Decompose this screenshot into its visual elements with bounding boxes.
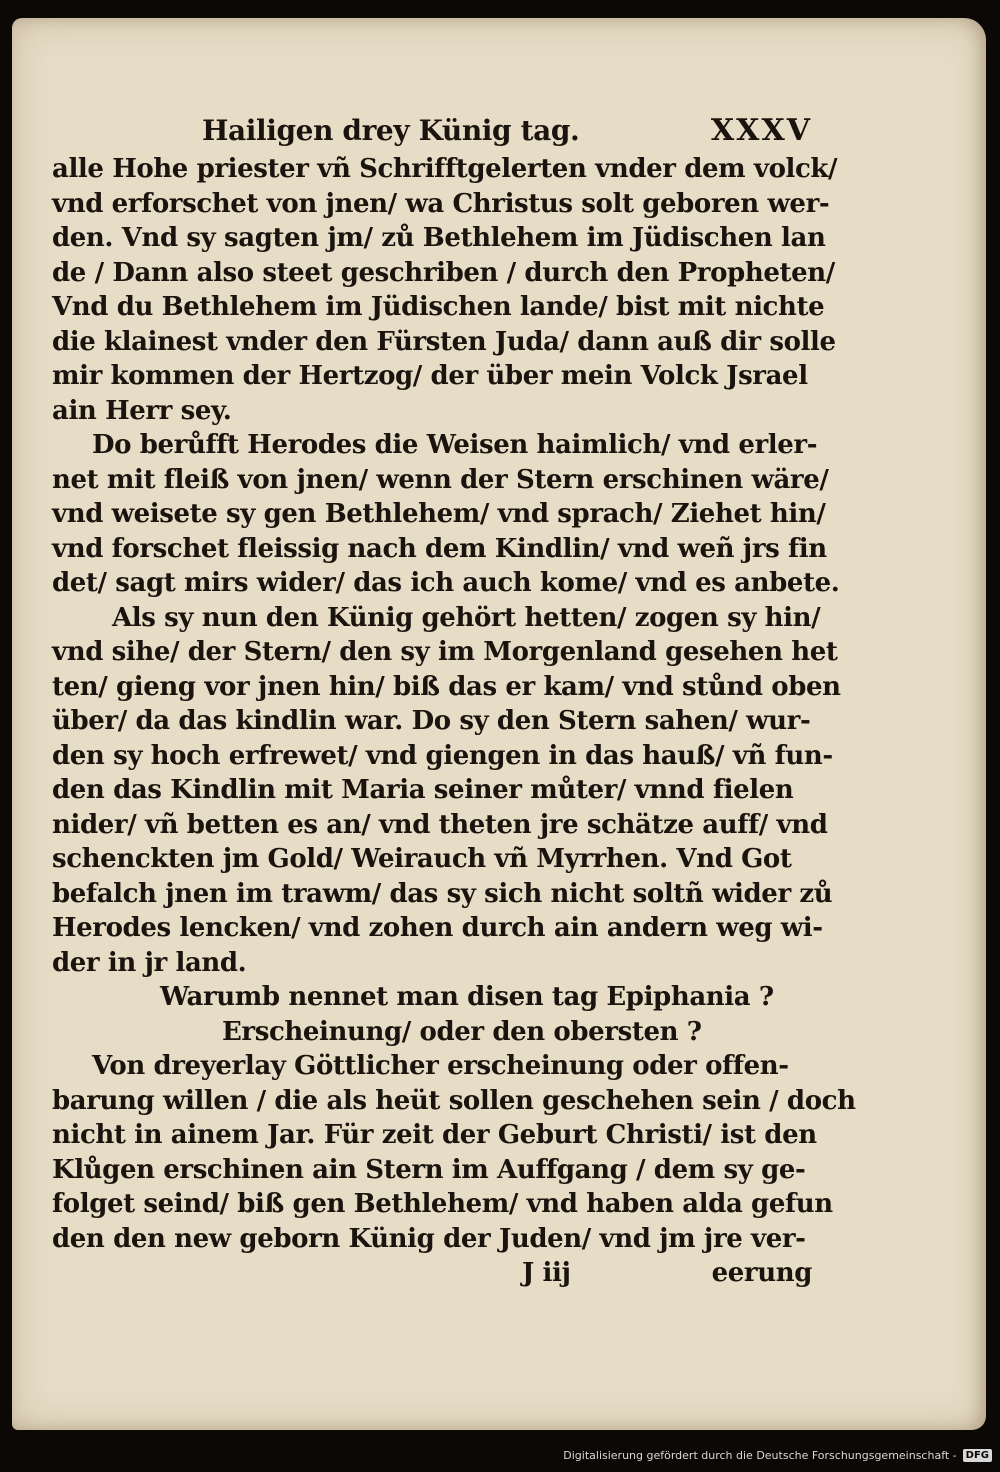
dfg-logo: DFG: [963, 1449, 992, 1462]
text-line: de / Dann also steet geschriben / durch den Propheten/: [52, 257, 835, 288]
text-line: den. Vnd sy sagten jm/ zů Bethlehem im Jüdischen lan: [52, 223, 826, 253]
text-line: det/ sagt mirs wider/ das ich auch kome/ vnd es anbete.: [52, 568, 840, 598]
text-line: die klainest vnder den Fürsten Juda/ dann auß dir solle: [52, 326, 836, 357]
section-heading: [52, 980, 812, 1049]
credit-text: Digitalisierung gefördert durch die Deutsche Forschungsgemeinschaft -: [563, 1449, 957, 1462]
text-line: vnd erforschet von jnen/ wa Christus solt geboren wer-: [52, 188, 830, 219]
running-head-title: Hailigen drey Künig tag.: [202, 114, 580, 147]
text-line: Vnd du Bethlehem im Jüdischen lande/ bist mit nichte: [52, 292, 825, 322]
text-line: alle Hohe priester vñ Schrifftgelerten vnder dem volck/: [52, 154, 838, 184]
text-line: schenckten jm Gold/ Weirauch vñ Myrrhen. Vnd Got: [52, 844, 792, 874]
text-line: den den new geborn Künig der Juden/ vnd jm jre ver-: [52, 1223, 806, 1254]
text-line: über/ da das kindlin war. Do sy den Stern sahen/ wur-: [52, 706, 811, 736]
running-head: [52, 114, 812, 152]
body-text: [52, 152, 841, 980]
heading-line: Erscheinung/ oder den obersten ?: [222, 1016, 702, 1047]
text-line: vnd sihe/ der Stern/ den sy im Morgenland gesehen het: [52, 637, 838, 667]
text-block: [52, 113, 856, 1292]
signature-mark: J iij: [522, 1258, 571, 1288]
page-footer: [52, 1256, 812, 1292]
text-line: Klůgen erschinen ain Stern im Auffgang / dem sy ge-: [52, 1154, 806, 1185]
text-line: barung willen / die als heüt sollen geschehen sein / doch: [52, 1085, 856, 1116]
text-line: Do berůfft Herodes die Weisen haimlich/ vnd erler-: [92, 430, 818, 460]
text-line: Als sy nun den Künig gehört hetten/ zogen sy hin/: [112, 602, 821, 633]
text-line: ain Herr sey.: [52, 395, 232, 426]
text-line: folget seind/ biß gen Bethlehem/ vnd haben alda gefun: [52, 1189, 833, 1219]
text-line: vnd weisete sy gen Bethlehem/ vnd sprach/ Ziehet hin/: [52, 499, 826, 529]
text-line: Von dreyerlay Göttlicher erscheinung oder offen-: [92, 1051, 789, 1081]
folio-number: XXXV: [710, 113, 812, 148]
text-line: den das Kindlin mit Maria seiner můter/ vnnd fielen: [52, 775, 794, 805]
digitization-credit: [563, 1449, 992, 1462]
body-text-2: [52, 1049, 856, 1256]
text-line: nicht in ainem Jar. Für zeit der Geburt Christi/ ist den: [52, 1120, 817, 1150]
text-line: net mit fleiß von jnen/ wenn der Stern erschinen wäre/: [52, 464, 829, 495]
text-line: vnd forschet fleissig nach dem Kindlin/ vnd weñ jrs fin: [52, 533, 827, 564]
text-line: nider/ vñ betten es an/ vnd theten jre schätze auff/ vnd: [52, 809, 828, 840]
text-line: Herodes lencken/ vnd zohen durch ain andern weg wi-: [52, 913, 823, 943]
catchword: eerung: [711, 1258, 812, 1288]
text-line: den sy hoch erfrewet/ vnd giengen in das hauß/ vñ fun-: [52, 740, 833, 771]
text-line: der in jr land.: [52, 947, 247, 978]
text-line: mir kommen der Hertzog/ der über mein Volck Jsrael: [52, 361, 808, 391]
text-line: ten/ gieng vor jnen hin/ biß das er kam/ vnd stůnd oben: [52, 671, 841, 702]
book-page: [12, 18, 986, 1430]
text-line: befalch jnen im trawm/ das sy sich nicht soltñ wider zů: [52, 878, 833, 909]
heading-line: Warumb nennet man disen tag Epiphania ?: [160, 982, 774, 1012]
